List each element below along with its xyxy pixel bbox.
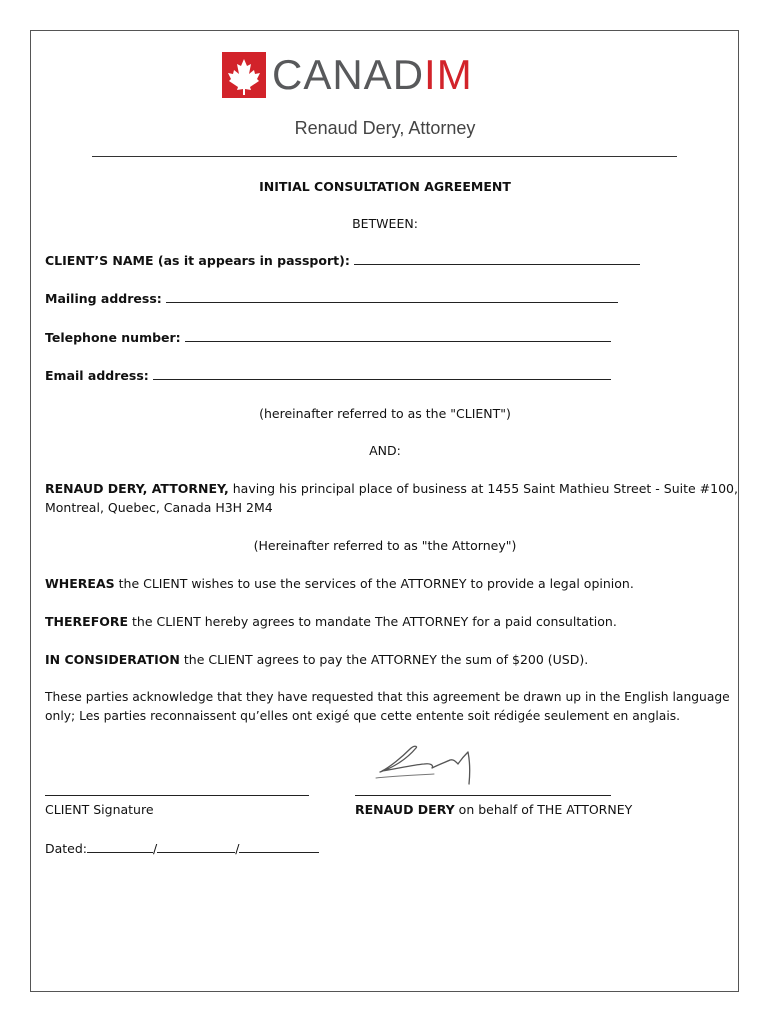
firm-name: Renaud Dery, Attorney (294, 118, 476, 138)
client-name-label: CLIENT’S NAME (as it appears in passport): (45, 253, 350, 268)
attorney-paragraph-line1: RENAUD DERY, ATTORNEY, having his principal place of business at 1455 Saint Mathieu Street - Suite #100, (45, 481, 738, 496)
language-clause-line1: These parties acknowledge that they have requested that this agreement be drawn up in the English language (45, 690, 730, 704)
date-separator: / (153, 841, 158, 856)
client-name-blank[interactable] (354, 251, 640, 265)
attorney-handwritten-signature (372, 738, 476, 788)
attorney-reference: (Hereinafter referred to as "the Attorney") (253, 538, 517, 553)
document-title: INITIAL CONSULTATION AGREEMENT (259, 179, 511, 194)
date-year-blank[interactable] (239, 839, 319, 853)
telephone-blank[interactable] (185, 328, 611, 342)
dated-field (45, 839, 319, 858)
attorney-signature-label: RENAUD DERY on behalf of THE ATTORNEY (355, 802, 633, 817)
between-label: BETWEEN: (352, 216, 418, 231)
email-blank[interactable] (153, 366, 611, 380)
date-day-blank[interactable] (87, 839, 153, 853)
dated-label: Dated: (45, 841, 88, 856)
mailing-address-label: Mailing address: (45, 291, 162, 306)
telephone-label: Telephone number: (45, 330, 181, 345)
mailing-address-blank[interactable] (166, 289, 618, 303)
client-reference: (hereinafter referred to as the "CLIENT") (259, 406, 511, 421)
email-label: Email address: (45, 368, 149, 383)
maple-leaf-logo-icon (222, 52, 266, 98)
header-divider (92, 156, 677, 157)
and-label: AND: (369, 443, 401, 458)
mailing-address-field (45, 289, 618, 308)
consideration-clause: IN CONSIDERATION the CLIENT agrees to pay the ATTORNEY the sum of $200 (USD). (45, 652, 589, 667)
therefore-clause: THEREFORE the CLIENT hereby agrees to mandate The ATTORNEY for a paid consultation. (45, 614, 617, 629)
attorney-signature-line (355, 795, 611, 796)
date-separator: / (235, 841, 240, 856)
language-clause-line2: only; Les parties reconnaissent qu’elles ont exigé que cette entente soit rédigée seulement en anglais. (45, 709, 681, 723)
company-logo-text: CANADIM (272, 51, 473, 98)
client-signature-line[interactable] (45, 795, 309, 796)
telephone-field (45, 328, 611, 347)
attorney-paragraph-line2: Montreal, Quebec, Canada H3H 2M4 (45, 500, 273, 515)
email-field (45, 366, 611, 385)
client-signature-label: CLIENT Signature (45, 802, 154, 817)
whereas-clause: WHEREAS the CLIENT wishes to use the services of the ATTORNEY to provide a legal opinion. (45, 576, 634, 591)
date-month-blank[interactable] (157, 839, 235, 853)
client-name-field (45, 251, 640, 270)
